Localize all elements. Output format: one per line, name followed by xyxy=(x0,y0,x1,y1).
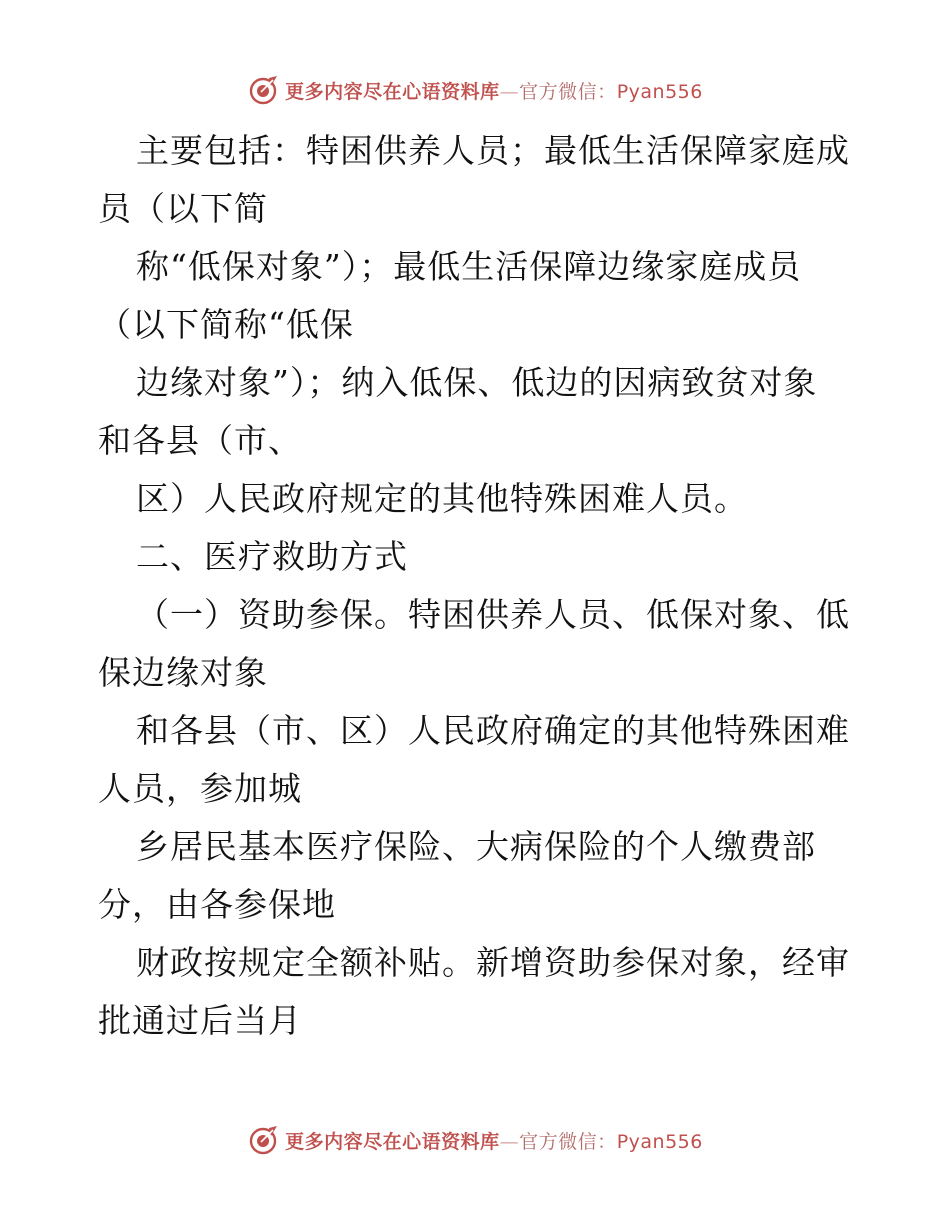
section-heading: 二、医疗救助方式 xyxy=(136,537,408,576)
footer-watermark-banner xyxy=(0,1120,950,1160)
quill-logo-icon xyxy=(247,74,279,106)
body-line: 批通过后当月 xyxy=(98,1001,302,1040)
body-line: 分，由各参保地 xyxy=(98,885,336,924)
body-line: 财政按规定全额补贴。新增资助参保对象，经审 xyxy=(136,943,850,982)
footer-banner-label: 官方微信： xyxy=(519,1130,617,1153)
body-line: 员（以下简 xyxy=(98,189,268,228)
quill-logo-icon xyxy=(247,1124,279,1156)
body-line: 人员，参加城 xyxy=(98,769,302,808)
body-line: （一）资助参保。特困供养人员、低保对象、低 xyxy=(136,595,850,634)
body-line: 区）人民政府规定的其他特殊困难人员。 xyxy=(136,479,748,518)
footer-banner-text xyxy=(285,1127,703,1154)
body-line: 主要包括：特困供养人员；最低生活保障家庭成 xyxy=(136,131,850,170)
body-line: 乡居民基本医疗保险、大病保险的个人缴费部 xyxy=(136,827,816,866)
body-line: 和各县（市、区）人民政府确定的其他特殊困难 xyxy=(136,711,850,750)
body-line: 保边缘对象 xyxy=(98,653,268,692)
body-line: 和各县（市、 xyxy=(98,421,302,460)
footer-banner-id: Pyan556 xyxy=(616,1130,703,1153)
header-banner-id: Pyan556 xyxy=(616,80,703,103)
header-banner-label: 官方微信： xyxy=(519,80,617,103)
header-banner-dash: — xyxy=(499,80,520,103)
header-banner-text xyxy=(285,77,703,104)
body-line: 边缘对象”）；纳入低保、低边的因病致贫对象 xyxy=(136,363,818,402)
header-watermark-banner xyxy=(0,70,950,110)
document-body xyxy=(98,122,858,1050)
body-line: （以下简称“低保 xyxy=(98,305,354,344)
body-line: 称“低保对象”）；最低生活保障边缘家庭成员 xyxy=(136,247,802,286)
footer-banner-dash: — xyxy=(499,1130,520,1153)
header-banner-main: 更多内容尽在心语资料库 xyxy=(285,80,500,103)
footer-banner-main: 更多内容尽在心语资料库 xyxy=(285,1130,500,1153)
